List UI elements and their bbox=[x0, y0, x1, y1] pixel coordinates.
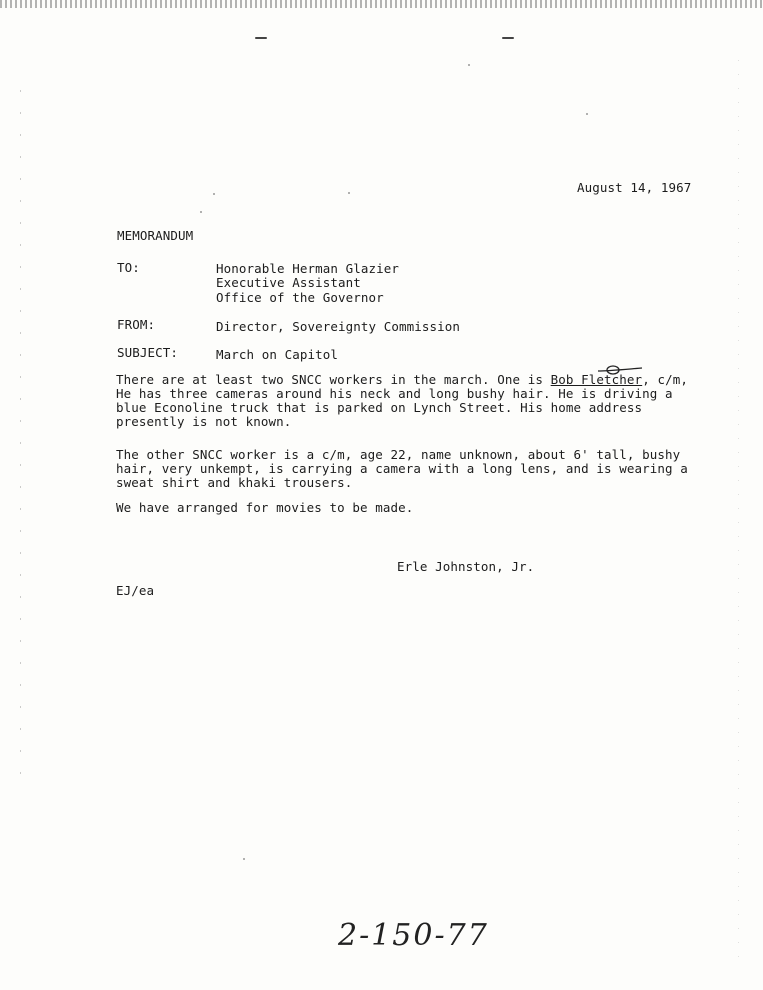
speck bbox=[200, 211, 202, 213]
file-number: 2-150-77 bbox=[338, 918, 489, 953]
scan-mark bbox=[255, 37, 267, 39]
memo-heading: MEMORANDUM bbox=[117, 228, 194, 243]
subject-value: March on Capitol bbox=[216, 347, 339, 362]
body-paragraph-1 bbox=[116, 373, 696, 429]
speck bbox=[586, 113, 588, 115]
typist-initials: EJ/ea bbox=[116, 583, 155, 598]
signature: Erle Johnston, Jr. bbox=[397, 559, 535, 574]
person-name: Bob Fletcher bbox=[550, 372, 643, 387]
from-label: FROM: bbox=[117, 317, 156, 332]
to-label: TO: bbox=[117, 260, 140, 275]
memo-date: August 14, 1967 bbox=[577, 180, 692, 195]
scan-left-edge bbox=[20, 90, 21, 790]
scan-mark bbox=[502, 37, 514, 39]
p1-rest: , c/m, He has three cameras around his neck and long bushy hair. He is driving a blue Econoline truck that is parked on Lynch Street. His home address presently is not known. bbox=[116, 372, 688, 429]
scan-right-edge bbox=[738, 60, 739, 960]
speck bbox=[468, 64, 470, 66]
subject-label: SUBJECT: bbox=[117, 345, 179, 360]
scan-top-edge bbox=[0, 0, 763, 8]
from-value: Director, Sovereignty Commission bbox=[216, 319, 461, 334]
p1-intro: There are at least two SNCC workers in the march. One is bbox=[116, 372, 551, 387]
speck bbox=[348, 192, 350, 194]
to-line-3: Office of the Governor bbox=[216, 290, 384, 305]
to-line-1: Honorable Herman Glazier bbox=[216, 261, 400, 276]
speck bbox=[243, 858, 245, 860]
speck bbox=[213, 193, 215, 195]
body-paragraph-2: The other SNCC worker is a c/m, age 22, name unknown, about 6' tall, bushy hair, very unkempt, is carrying a camera with a long lens, and is wearing a sweat shirt and khaki trousers. bbox=[116, 447, 688, 490]
body-paragraph-3: We have arranged for movies to be made. bbox=[116, 500, 414, 515]
to-line-2: Executive Assistant bbox=[216, 275, 361, 290]
